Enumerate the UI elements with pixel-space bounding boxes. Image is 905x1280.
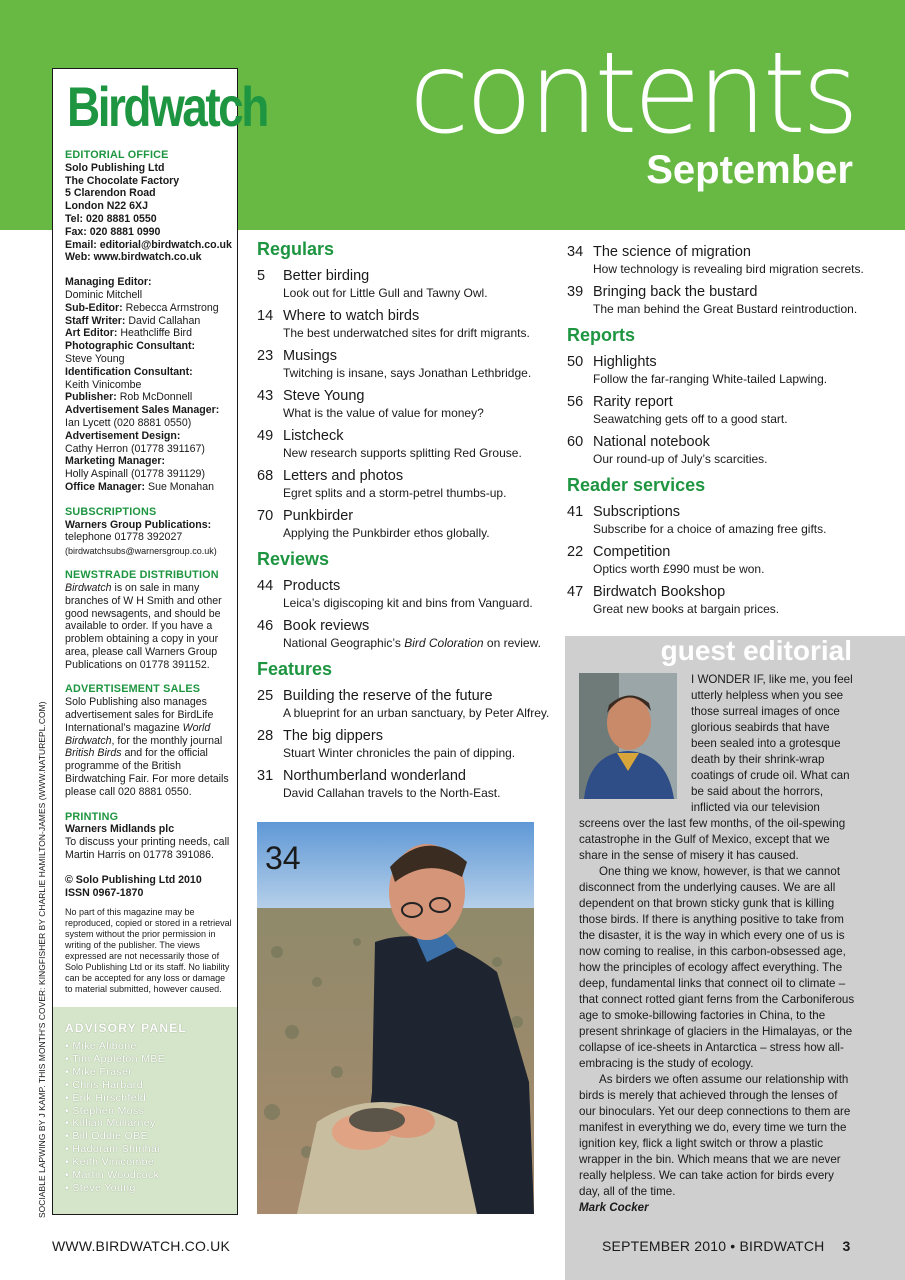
contents-entry[interactable]: 50 Highlights Follow the far-ranging White-tailed Lapwing. [567,354,828,386]
advisory-member: • Erik Hirschfeld [65,1091,147,1104]
contents-entry[interactable]: 60 National notebook Our round-up of July’s scarcities. [567,434,768,466]
staff-line: Publisher: Rob McDonnell [65,391,193,404]
disclaimer: No part of this magazine may be reproduced, copied or stored in a retrieval system without the prior permission in writing of the publisher. The views expressed are not necessarily those of Solo Publishing Ltd or its staff. No liability can be accepted for any loss or damage to material submitted, however caused. [65,907,232,995]
ad-sales-heading: ADVERTISEMENT SALES [65,683,201,696]
sidebar-text [65,149,233,995]
guest-editorial [565,636,905,1280]
contents-entry[interactable]: 5 Better birding Look out for Little Gull and Tawny Owl. [257,268,488,300]
email-line: Email: editorial@birdwatch.co.uk [65,238,232,251]
advisory-member: • Martin Woodcock [65,1169,160,1182]
printing-company: Warners Midlands plc [65,823,175,836]
contents-entry[interactable]: 14 Where to watch birds The best underwatched sites for drift migrants. [257,308,530,340]
editorial-author: Mark Cocker [579,1201,649,1214]
staff-line: Marketing Manager: Holly Aspinall (01778 391129) [65,455,205,481]
staff-line: Managing Editor: Dominic Mitchell [65,276,152,301]
contents-entry[interactable]: 49 Listcheck New research supports splitting Red Grouse. [257,428,522,460]
contents-entry[interactable]: 39 Bringing back the bustard The man behind the Great Bustard reintroduction. [567,284,858,316]
subscriptions-company: Warners Group Publications: [65,518,212,531]
newstrade-text: Birdwatch is on sale in many branches of W H Smith and other good newsagents, and should be available to order. If you have a problem obtaining a copy in your area, please call Warners Group Publications on 01778 391152. [65,581,222,671]
contents-entry[interactable]: 47 Birdwatch Bookshop Great new books at bargain prices. [567,584,780,616]
regulars-heading: Regulars [257,239,335,259]
contents-entry[interactable]: 25 Building the reserve of the future A blueprint for an urban sanctuary, by Peter Alfrey. [257,688,550,720]
contents-entry[interactable]: 44 Products Leica’s digiscoping kit and bins from Vanguard. [257,578,533,610]
contents-entry[interactable]: 70 Punkbirder Applying the Punkbirder ethos globally. [257,508,490,540]
photo-page-number: 34 [265,840,301,876]
guest-editorial-body [579,672,855,1216]
advisory-member: • Keith Vinicombe [65,1156,155,1169]
staff-line: Photographic Consultant: Steve Young [65,340,196,365]
contents-entry[interactable]: 56 Rarity report Seawatching gets off to a good start. [567,394,788,426]
birdwatch-logo: Birdwatch [67,75,267,138]
editorial-paragraph: As birders we often assume our relationship with birds is merely that achieved through the lenses of our binoculars. Yet our deep connections to them are manifest in everything we do, every time we turn the ignition key, flick a light switch or throw a plastic wrapper in the bin. Which means that we are never really helpless. We can take action for birds every day, all of the time. [579,1073,851,1198]
features-heading: Features [257,659,333,679]
address-line: Solo Publishing Ltd [65,161,165,174]
subscriptions-phone: telephone 01778 392027 [65,531,183,544]
contents-entry[interactable]: 68 Letters and photos Egret splits and a storm-petrel thumbs-up. [257,468,507,500]
guest-editorial-heading: guest editorial [660,635,852,666]
issue-month: September [646,148,853,192]
ad-sales-text: Solo Publishing also manages advertisement sales for BirdLife International’s magazine World Birdwatch, for the monthly journal British Birds and for the official programme of the British Birdwatching Fair. For more details please call 020 8881 0550. [65,696,229,798]
contents-entry[interactable]: 43 Steve Young What is the value of value for money? [257,388,484,420]
phone-line: Tel: 020 8881 0550 [65,212,157,225]
feature-photo[interactable] [257,822,534,1214]
web-line: Web: www.birdwatch.co.uk [65,251,202,264]
contents-entry[interactable]: 28 The big dippers Stuart Winter chronicles the pain of dipping. [257,728,516,760]
contents-column-left [257,238,557,808]
contents-entry[interactable]: 41 Subscriptions Subscribe for a choice of amazing free gifts. [567,504,827,536]
staff-line: Advertisement Sales Manager: Ian Lycett (020 8881 0550) [65,404,220,429]
reviews-heading: Reviews [257,549,330,569]
staff-line: Identification Consultant: Keith Vinicombe [65,365,193,391]
footer-website[interactable]: WWW.BIRDWATCH.CO.UK [52,1238,231,1254]
advisory-member: • Tim Appleton MBE [65,1052,166,1065]
advisory-panel [53,1007,237,1214]
advisory-member: • Bill Oddie OBE [65,1130,149,1143]
footer-issue: SEPTEMBER 2010 • BIRDWATCH 3 [602,1238,851,1254]
advisory-member: • Mike Fraser [65,1065,133,1078]
staff-line: Art Editor: Heathcliffe Bird [65,327,192,340]
contents-entry[interactable]: 23 Musings Twitching is insane, says Jonathan Lethbridge. [257,348,532,380]
reports-heading: Reports [567,325,636,345]
advisory-heading: ADVISORY PANEL [65,1021,187,1035]
page-title: contents [408,29,855,159]
printing-text: To discuss your printing needs, call Martin Harris on 01778 391086. [65,836,230,862]
contents-column-right [567,244,887,624]
page-number: 3 [842,1238,851,1254]
editorial-paragraph: One thing we know, however, is that we cannot disconnect from the underlying causes. We are all dependent on that brown sticky gunk that is killing those birds. If there is anything positive to take from the disaster, it is the way in which every one of us is now coming to realise, in this carbon-obsessed age, how the principles of ecology affect everything. The deep, fundamental links that connect oil to climate – that connect rotted giant ferns from the Carboniferous age to smoke-billowing factories in China, to the present shrinkage of glaciers in the Himalayas, or the collapse of ice-sheets in Antarctica – stress how all-embracing is the study of ecology. [579,865,855,1070]
address-line: 5 Clarendon Road [65,187,156,200]
staff-line: Sub-Editor: Rebecca Armstrong [65,301,219,314]
editorial-paragraph: I WONDER IF, like me, you feel utterly helpless when you see those surreal images of once glorious seabirds that have been sealed into a grotesque death by their shrink-wrap coatings of crude oil. What can be said about the horrors, inflicted via our television screens over the last few months, of the oil-spewing catastrophe in the Gulf of Mexico, except that we share in the sense of misery it has caused. [579,673,853,862]
masthead-sidebar [52,68,267,1215]
birder-with-lapwing-photo [257,822,534,1214]
staff-line: Advertisement Design: Cathy Herron (01778 391167) [65,429,205,455]
address-line: London N22 6XJ [65,200,148,213]
address-line: The Chocolate Factory [65,174,180,187]
subscriptions-email: (birdwatchsubs@warnersgroup.co.uk) [65,546,217,557]
editorial-office-heading: EDITORIAL OFFICE [65,149,169,161]
advisory-member: • Killian Mullarney [65,1117,156,1130]
contents-entry[interactable]: 46 Book reviews National Geographic’s Bird Coloration on review. [257,618,541,650]
staff-line: Office Manager: Sue Monahan [65,480,214,493]
contents-entry[interactable]: 22 Competition Optics worth £990 must be won. [567,544,765,576]
issn-line: ISSN 0967-1870 [65,886,144,899]
contents-entry[interactable]: 31 Northumberland wonderland David Callahan travels to the North-East. [257,768,501,800]
advisory-member: • Chris Harbard [65,1078,143,1091]
copyright-line: © Solo Publishing Ltd 2010 [65,873,202,886]
advisory-member: • Steve Young [65,1181,136,1194]
contents-entry[interactable]: 34 The science of migration How technology is revealing bird migration secrets. [567,244,864,276]
advisory-member: • Hadoram Shirihai [65,1143,160,1156]
printing-heading: PRINTING [65,810,119,823]
fax-line: Fax: 020 8881 0990 [65,225,161,238]
advisory-member: • Stephen Moss [65,1104,145,1117]
reader-services-heading: Reader services [567,475,706,495]
advisory-member: • Mike Alibone [65,1040,137,1052]
subscriptions-heading: SUBSCRIPTIONS [65,505,157,518]
newstrade-heading: NEWSTRADE DISTRIBUTION [65,569,219,582]
staff-line: Staff Writer: David Callahan [65,314,201,327]
photo-credit: SOCIABLE LAPWING BY J KAMP. THIS MONTH'S COVER: KINGFISHER BY CHARLIE HAMILTON-JAMES (WWW.NATUREPL.COM) [37,701,47,1218]
